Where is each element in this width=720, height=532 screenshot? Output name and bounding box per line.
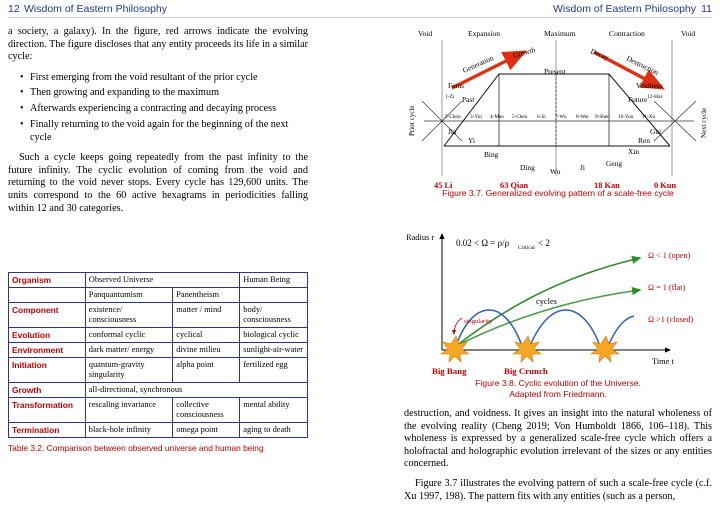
svg-text:< 2: < 2 [538,238,550,248]
table-cell: fertilized egg [240,358,308,383]
right-running-title: Wisdom of Eastern Philosophy [553,3,696,15]
svg-text:0 Kun: 0 Kun [654,181,677,190]
table-subheader-panentheism: Panentheism [173,288,240,303]
svg-text:8-Wei: 8-Wei [576,114,589,120]
table-cell: dark matter/ energy [85,343,172,358]
svg-text:Void: Void [681,29,696,38]
table-row-label: Termination [9,423,86,438]
table-header-organism: Organism [9,273,86,288]
svg-text:Yi: Yi [468,136,475,145]
table-header-universe: Observed Universe [85,273,239,288]
svg-text:1-Zi: 1-Zi [445,94,455,100]
table-row-label: Component [9,303,86,328]
table-row [9,383,308,398]
svg-text:Growth: Growth [512,45,537,60]
right-page-number: 11 [701,3,712,15]
table-cell: matter / mind [173,303,240,328]
table-cell: sunlight-air-water [240,343,308,358]
comparison-table-wrap [8,272,308,454]
svg-text:Gui: Gui [650,127,662,136]
svg-text:Past: Past [462,95,475,104]
svg-text:Ji: Ji [580,163,585,172]
svg-text:Expansion: Expansion [468,29,501,38]
table-cell: existence/ consciousness [85,303,172,328]
svg-text:Radius r: Radius r [406,233,435,242]
svg-text:12-Hai: 12-Hai [647,94,662,100]
right-paragraph-1: destruction, and voidness. It gives an insight into the natural wholeness of the evolving reality (Cheng 2019; Von Humboldt 1866, 106–118). This wholeness is expressed by a generalized scale-free cycle which offers a holofractal and holographic evolution irrelevant of the sizes or any entities concerned. [404,408,712,470]
svg-text:Ω >1 (closed): Ω >1 (closed) [648,315,694,324]
table-cell: alpha point [173,358,240,383]
svg-text:Void: Void [418,29,433,38]
table-row [9,343,308,358]
svg-text:Generation: Generation [461,53,495,75]
table-cell: collective consciousness [173,398,240,423]
svg-text:Big Bang: Big Bang [432,366,467,376]
figure-3-8-caption-line1: Figure 3.8. Cyclic evolution of the Universe. [475,378,641,388]
svg-text:45 Li: 45 Li [434,181,453,190]
table-cell: body/ consciousness [240,303,308,328]
left-column [8,26,308,222]
svg-text:6-Si: 6-Si [537,114,546,120]
svg-text:7-Wu: 7-Wu [555,114,567,120]
figure-3-7-caption: Figure 3.7. Generalized evolving pattern of a scale-free cycle [442,188,674,198]
list-item: • Finally returning to the void again for the beginning of the next cycle [22,118,308,144]
table-cell: black-hole infinity [85,423,172,438]
right-column [404,408,712,510]
table-cell-empty [9,288,86,303]
svg-text:Ω = 1 (flat): Ω = 1 (flat) [648,283,686,292]
svg-text:Voidness: Voidness [636,81,663,90]
svg-text:Time t: Time t [652,357,674,366]
table-row-label: Evolution [9,328,86,343]
table-row [9,423,308,438]
left-running-title: Wisdom of Eastern Philosophy [24,3,167,15]
svg-text:Present: Present [544,67,566,76]
table-row-label: Transformation [9,398,86,423]
svg-text:0.02 < Ω = ρ/ρ: 0.02 < Ω = ρ/ρ [456,238,510,248]
svg-text:5-Chen: 5-Chen [512,114,528,120]
svg-text:18 Kan: 18 Kan [594,181,620,190]
table-cell: aging to death [240,423,308,438]
svg-text:Ding: Ding [520,163,535,172]
table-caption: Table 3.2. Comparison between observed universe and human being [8,443,264,453]
list-item: • Then growing and expanding to the maximum [22,86,308,99]
svg-text:cycles: cycles [536,297,557,306]
svg-text:Contraction: Contraction [609,29,645,38]
table-cell: divine milieu [173,343,240,358]
svg-text:Geng: Geng [606,159,623,168]
table-subheader-panquantumism: Panquantumism [85,288,172,303]
table-cell-span: all-directional, synchronous [85,383,307,398]
figure-3-8-caption-line2: Adapted from Friedmann. [509,389,607,399]
table-cell: omega point [173,423,240,438]
svg-text:Destruction: Destruction [625,53,661,77]
table-header-human: Human Being [240,273,308,288]
table-cell: cyclical [173,328,240,343]
svg-text:Wu: Wu [550,167,561,176]
table-cell-empty [240,288,308,303]
figure-3-7 [404,26,712,194]
svg-text:Prior cycle: Prior cycle [408,105,416,136]
svg-text:Ω < 1 (open): Ω < 1 (open) [648,251,691,260]
left-paragraph-1: a society, a galaxy). In the figure, red arrows indicate the evolving direction. The figure discloses that any entity proceeds its life in a similar cycle: [8,26,308,63]
table-row [9,398,308,423]
table-cell: mental ability [240,398,308,423]
svg-text:Jia: Jia [448,127,457,136]
svg-text:Maximum: Maximum [544,29,576,38]
table-row [9,273,308,288]
table-cell: rescaling invariance [85,398,172,423]
comparison-table [8,272,308,438]
svg-text:Critical: Critical [518,245,535,251]
svg-text:Fetus: Fetus [448,81,465,90]
table-cell: conformal cyclic [85,328,172,343]
svg-text:Xin: Xin [628,147,640,156]
svg-text:singularity: singularity [464,318,493,325]
list-item: • First emerging from the void resultant of the prior cycle [22,71,308,84]
list-item: • Afterwards experiencing a contracting and decaying process [22,102,308,115]
svg-text:Bing: Bing [484,150,499,159]
svg-text:Decay: Decay [589,46,611,62]
svg-text:Big Crunch: Big Crunch [504,366,548,376]
left-paragraph-2: Such a cycle keeps going repeatedly from the past infinity to the future infinity. The cyclic evolution of coming from the void and returning to the void never stops. Every cycle has 129,600 units. The units correspond to the 60 active hexagrams in periodicities falling within 12 and 30 categories. [8,152,308,214]
table-row [9,303,308,328]
svg-text:9-Shen: 9-Shen [595,114,610,120]
svg-text:2-Chou: 2-Chou [445,114,461,120]
bullet-list [8,71,308,145]
figure-3-8 [404,218,712,376]
svg-text:11-Xu: 11-Xu [642,114,656,120]
svg-text:63 Qian: 63 Qian [500,181,529,190]
table-row [9,358,308,383]
svg-text:Ren: Ren [638,136,650,145]
left-page-number: 12 [8,3,20,15]
svg-text:Next cycle: Next cycle [700,107,708,138]
table-cell: quantum-gravity singularity [85,358,172,383]
table-row-label: Environment [9,343,86,358]
table-row [9,328,308,343]
svg-text:Future: Future [628,95,648,104]
svg-text:4-Mao: 4-Mao [490,114,504,120]
table-row [9,288,308,303]
table-row-label: Growth [9,383,86,398]
running-head [0,3,720,21]
table-cell: biological cyclic [240,328,308,343]
header-divider [8,17,712,18]
svg-text:10-You: 10-You [618,114,634,120]
right-paragraph-2: Figure 3.7 illustrates the evolving pattern of such a scale-free cycle (c.f. Xu 1997, 198). The pattern fits with any entities (such as a person, [404,477,712,502]
figure-3-8-caption [404,378,712,400]
table-row-label: Initiation [9,358,86,383]
svg-text:3-Yin: 3-Yin [470,114,482,120]
